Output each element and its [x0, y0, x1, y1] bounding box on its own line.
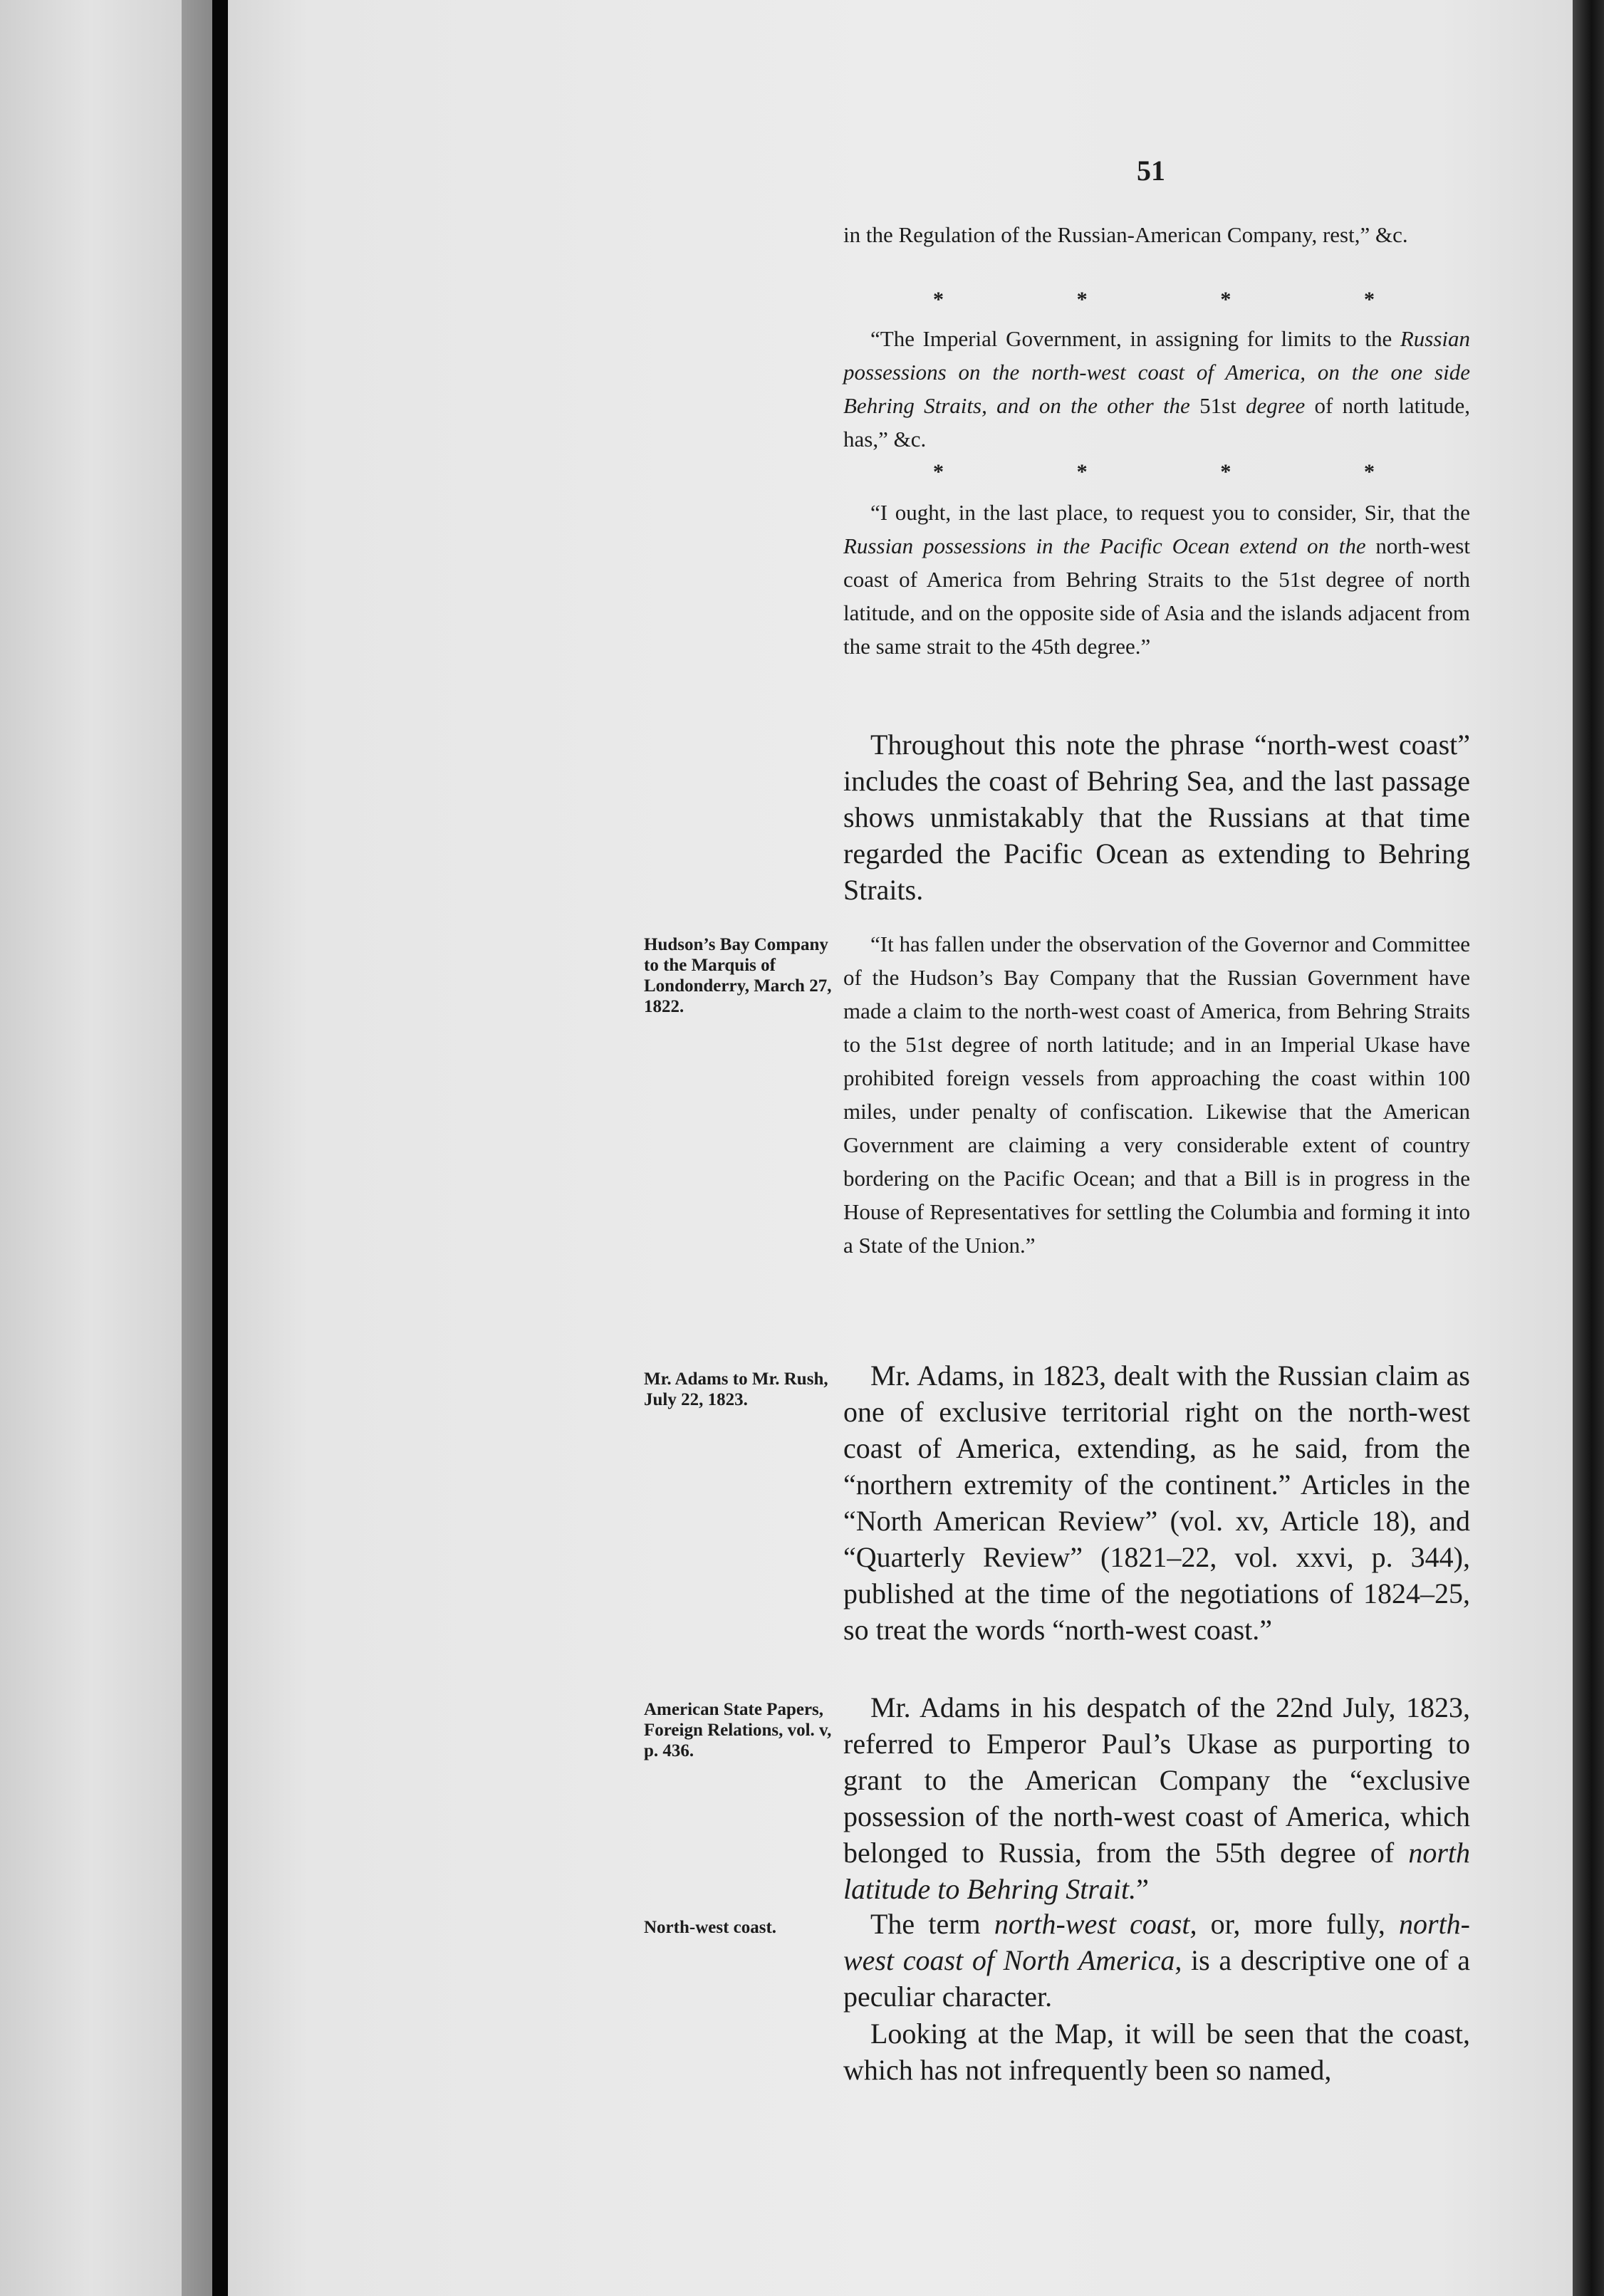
book-gutter: [212, 0, 228, 2296]
scan-border: [1573, 0, 1604, 2296]
paragraph-regulation: in the Regulation of the Russian-American Company, rest,” &c.: [843, 222, 1408, 247]
margin-note-north-west: North-west coast.: [644, 1918, 777, 1937]
quote-i-ought: “I ought, in the last place, to request you to consider, Sir, that the Russian possessions in the Pacific Ocean extend on the north-west coast of America from Behring Straits to the 51st degree of north latitude, and on the opposite side of Asia and the islands adjacent from the same strait to the 45th degree.”: [843, 500, 1470, 659]
asterisk: *: [933, 288, 944, 311]
paragraph-throughout: Throughout this note the phrase “north-west coast” includes the coast of Behring Sea, and the last passage shows unmistakably that the Russians at that time regarded the Pacific Ocean as extending to Behring Straits.: [843, 729, 1470, 906]
margin-note-adams: Mr. Adams to Mr. Rush, July 22, 1823.: [644, 1369, 828, 1409]
paragraph-mr-adams: Mr. Adams, in 1823, dealt with the Russian claim as one of exclusive territorial right on the north-west coast of America, extending, as he said, from the “northern extremity of the continent.” Articles in the “North American Review” (vol. xv, Article 18), and “Quarterly Review” (1821–22, vol. xxvi, p. 344), published at the time of the negotiations of 1824–25, so treat the words “north-west coast.”: [843, 1360, 1470, 1646]
asterisk-separator: [933, 460, 1375, 484]
asterisk: *: [1220, 288, 1231, 311]
asterisk: *: [1076, 288, 1088, 311]
margin-note-hudson: Hudson’s Bay Company to the Marquis of Londonderry, March 27, 1822.: [644, 935, 832, 1016]
asterisk: *: [933, 460, 944, 484]
asterisk-separator: [933, 288, 1375, 312]
quote-hudson-bay: “It has fallen under the observation of the Governor and Committee of the Hudson’s Bay Company that the Russian Government have made a claim to the north-west coast of America, from Behring Straits to the 51st degree of north latitude; and in an Imperial Ukase have prohibited foreign vessels from approaching the coast within 100 miles, under penalty of confiscation. Likewise that the American Government are claiming a very considerable extent of country bordering on the Pacific Ocean; and that a Bill is in progress in the House of Representatives for settling the Columbia and forming it into a State of the Union.”: [843, 932, 1470, 1258]
asterisk: *: [1363, 288, 1375, 311]
paragraph-term: The term north-west coast, or, more fully, north-west coast of North America, is a descriptive one of a peculiar character.: [843, 1908, 1471, 2013]
paragraph-despatch: Mr. Adams in his despatch of the 22nd July, 1823, referred to Emperor Paul’s Ukase as purporting to grant to the American Company the “exclusive possession of the north-west coast of America, which belonged to Russia, from the 55th degree of north latitude to Behring Strait.”: [843, 1691, 1470, 1905]
margin-note-state-papers: American State Papers, Foreign Relations, vol. v, p. 436.: [644, 1700, 832, 1760]
page-number: 51: [1137, 155, 1165, 187]
quote-imperial-government: “The Imperial Government, in assigning for limits to the Russian possessions on the north-west coast of America, on the one side Behring Straits, and on the other the 51st degree of north latitude, has,” &c.: [843, 326, 1470, 452]
asterisk: *: [1220, 460, 1231, 484]
asterisk: *: [1076, 460, 1088, 484]
asterisk: *: [1363, 460, 1375, 484]
adjacent-page: [0, 0, 182, 2296]
paragraph-looking: Looking at the Map, it will be seen that the coast, which has not infrequently been so named,: [843, 2018, 1470, 2086]
